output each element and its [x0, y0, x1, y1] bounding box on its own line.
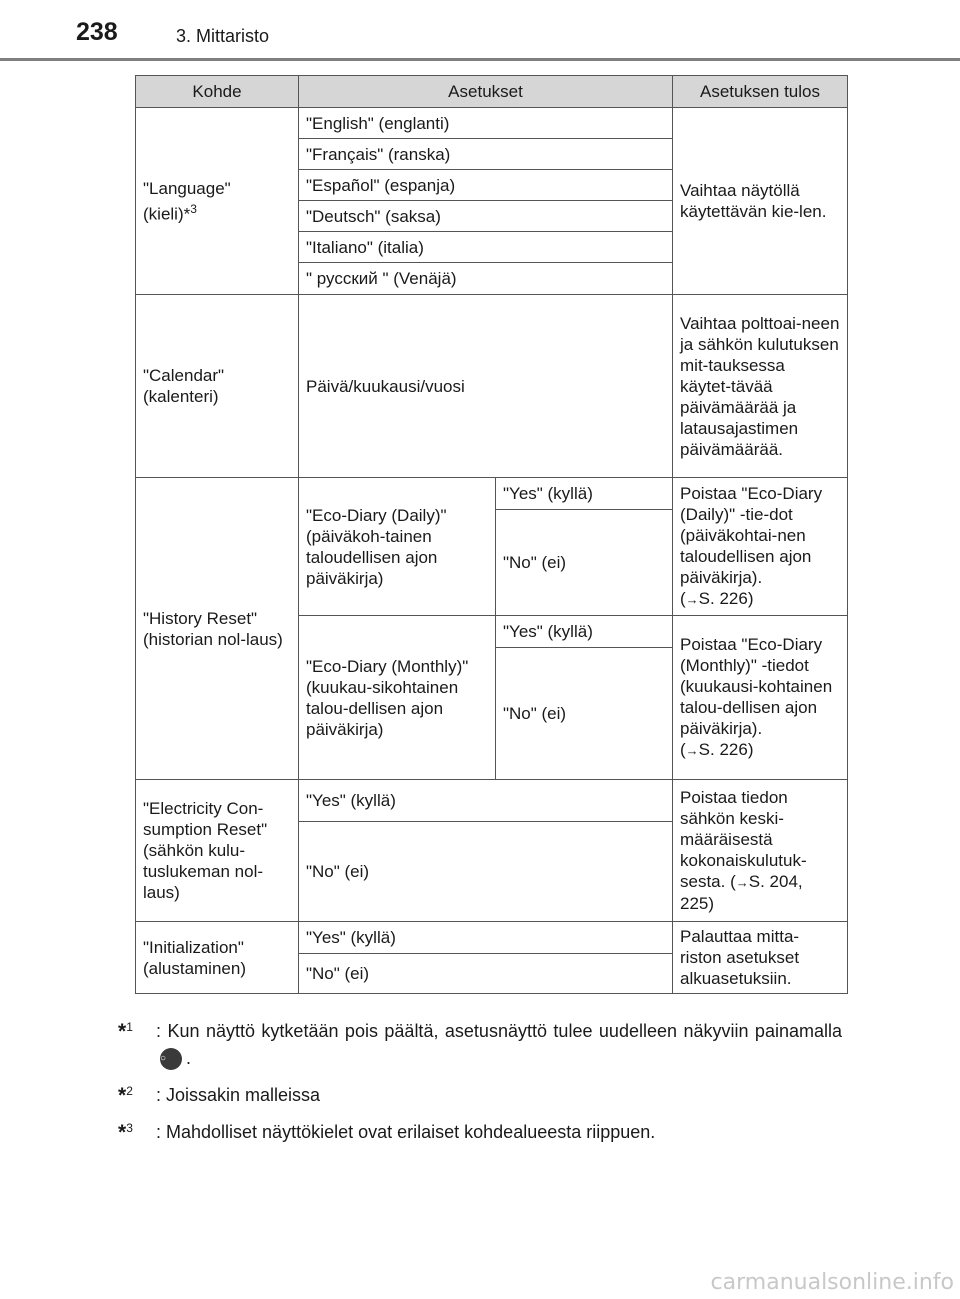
electricity-no: "No" (ei) — [299, 822, 673, 922]
language-result: Vaihtaa näytöllä käytettävän kie-len. — [673, 108, 848, 295]
watermark: carmanualsonline.info — [710, 1270, 954, 1295]
table-row — [136, 108, 848, 139]
footnote-3: *$^3$ : Mahdolliset näyttökielet ovat erilaiset kohdealueesta riippuen. — [118, 1121, 656, 1144]
table-header-row — [136, 76, 848, 108]
daily-yes: "Yes" (kyllä) — [496, 478, 673, 510]
initialization-result: Palauttaa mitta-riston asetukset alkuasetuksiin. — [673, 922, 848, 994]
footnote-1: *$^1$ : Kun näyttö kytketään pois päältä, asetusnäyttö tulee uudelleen näkyviin painamalla ○ . — [118, 1018, 842, 1072]
language-option: "Italiano" (italia) — [299, 232, 673, 263]
table-row — [136, 295, 848, 478]
monthly-no: "No" (ei) — [496, 648, 673, 780]
display-button-icon: ○ — [160, 1048, 182, 1070]
language-option: "English" (englanti) — [299, 108, 673, 139]
language-option: "Français" (ranska) — [299, 139, 673, 170]
monthly-label: "Eco-Diary (Monthly)" (kuukau-sikohtainen talou-dellisen ajon päiväkirja) — [299, 616, 496, 780]
language-option: " русский " (Venäjä) — [299, 263, 673, 295]
history-item: "History Reset" (historian nol-laus) — [136, 478, 299, 780]
calendar-item: "Calendar" (kalenteri) — [136, 295, 299, 478]
initialization-item: "Initialization" (alustaminen) — [136, 922, 299, 994]
column-header-settings: Asetukset — [299, 76, 673, 108]
table-row — [136, 922, 848, 954]
arrow-right-icon: → — [735, 875, 749, 890]
initialization-no: "No" (ei) — [299, 954, 673, 994]
page-number: 238 — [76, 18, 118, 46]
electricity-yes: "Yes" (kyllä) — [299, 780, 673, 822]
monthly-result: Poistaa "Eco-Diary (Monthly)" -tiedot (kuukausi-kohtainen talou-dellisen ajon päiväkirja). (→S. 226) — [673, 616, 848, 780]
electricity-item: "Electricity Con-sumption Reset" (sähkön kulu-tuslukeman nol-laus) — [136, 780, 299, 922]
page-header — [0, 0, 960, 62]
daily-result: Poistaa "Eco-Diary (Daily)" -tie-dot (päiväkohtai-nen taloudellisen ajon päiväkirja). (→S. 226) — [673, 478, 848, 616]
daily-no: "No" (ei) — [496, 510, 673, 616]
table-row — [136, 478, 848, 510]
language-option: "Español" (espanja) — [299, 170, 673, 201]
chapter-title: 3. Mittaristo — [176, 26, 270, 46]
calendar-result: Vaihtaa polttoai-neen ja sähkön kulutuksen mit-tauksessa käytet-tävää päivämäärää ja latausajastimen päivämäärää. — [673, 295, 848, 478]
language-option: "Deutsch" (saksa) — [299, 201, 673, 232]
initialization-yes: "Yes" (kyllä) — [299, 922, 673, 954]
column-header-item: Kohde — [136, 76, 299, 108]
header-divider — [0, 58, 960, 61]
daily-label: "Eco-Diary (Daily)" (päiväkoh-tainen taloudellisen ajon päiväkirja) — [299, 478, 496, 616]
language-item: "Language" (kieli)*$^3$ — [136, 108, 299, 295]
table-row — [136, 780, 848, 822]
arrow-right-icon: → — [685, 743, 699, 758]
settings-table — [135, 75, 848, 994]
footnote-2: *$^2$ : Joissakin malleissa — [118, 1084, 321, 1107]
arrow-right-icon: → — [685, 592, 699, 607]
electricity-result: Poistaa tiedon sähkön keski-määräisestä kokonaiskulutuk-sesta. (→S. 204, 225) — [673, 780, 848, 922]
column-header-result: Asetuksen tulos — [673, 76, 848, 108]
footnotes — [118, 1018, 842, 1156]
monthly-yes: "Yes" (kyllä) — [496, 616, 673, 648]
calendar-setting: Päivä/kuukausi/vuosi — [299, 295, 673, 478]
